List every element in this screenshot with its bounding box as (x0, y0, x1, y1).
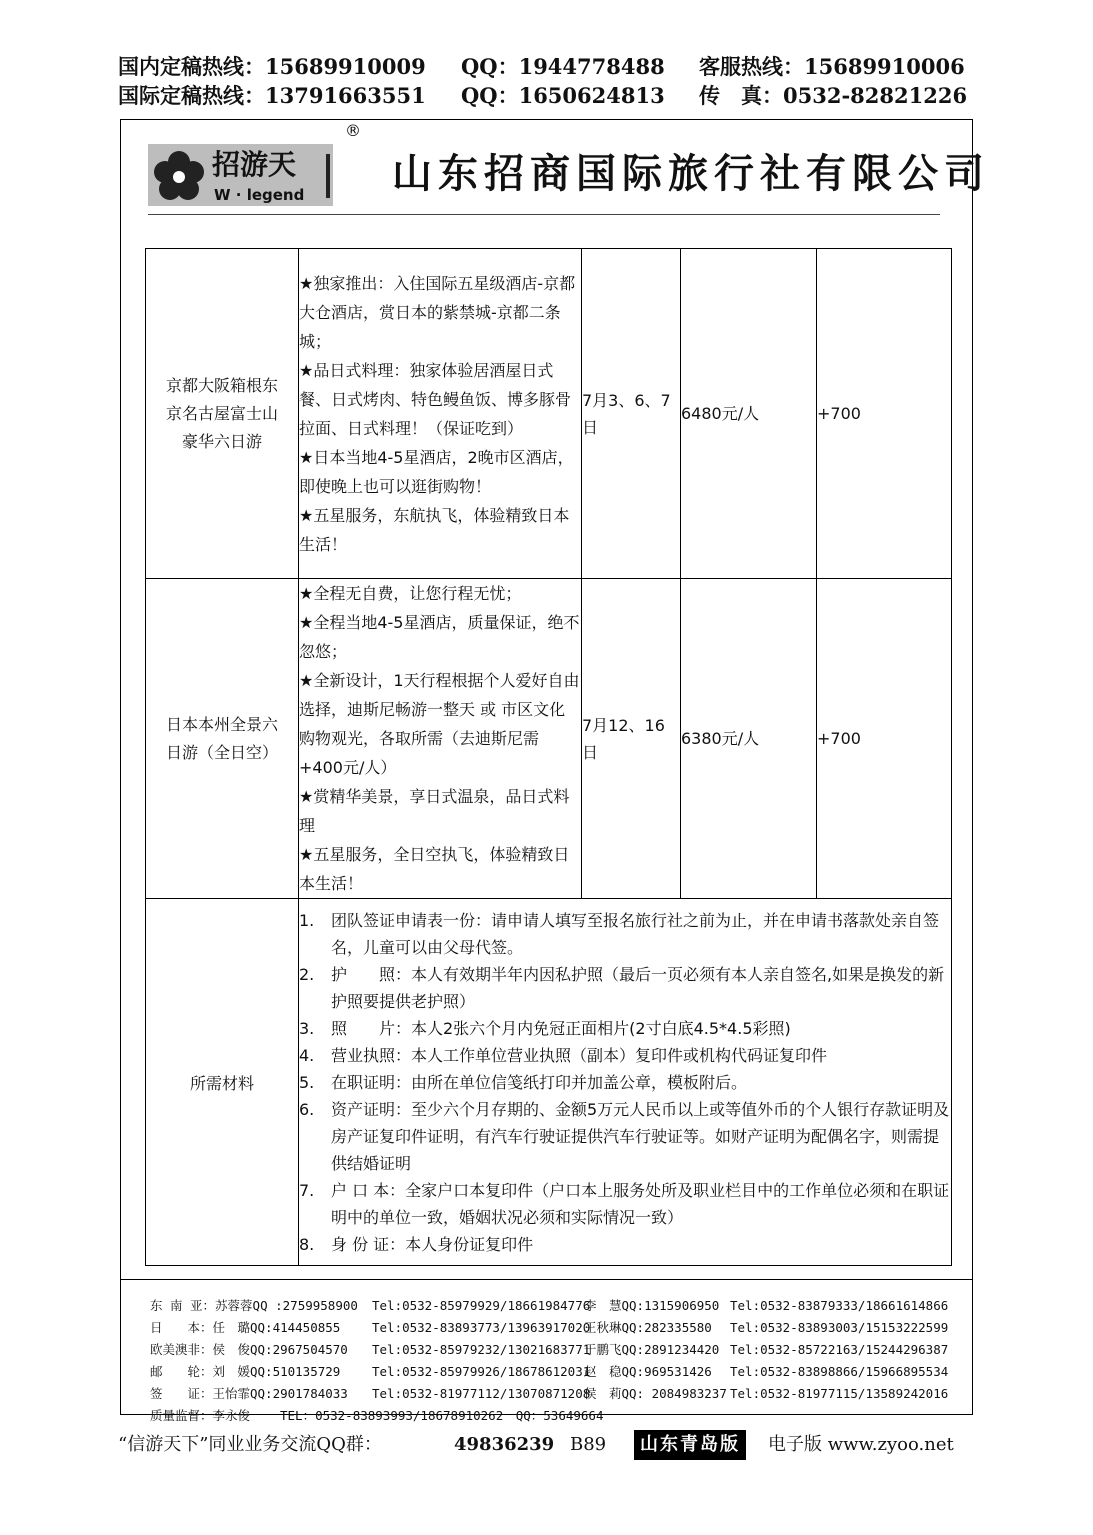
tour-extra-fee: +700 (817, 249, 952, 579)
contact-tel: Tel:0532-81977112/13070871208 (372, 1386, 591, 1401)
highlight-item: ★全程无自费，让您行程无忧； (299, 584, 522, 603)
material-number: 3. (299, 1018, 315, 1038)
intl-qq: QQ：1650624813 (461, 83, 665, 108)
contact-tel-2: Tel:0532-85722163/15244296387 (730, 1342, 949, 1357)
registered-mark: ® (345, 121, 361, 140)
contact-tel: Tel:0532-83893773/13963917020 (372, 1320, 591, 1335)
material-text: 在职证明：由所在单位信笺纸打印并加盖公章，模板附后。 (331, 1072, 748, 1092)
qq-group-number: 49836239 (454, 1434, 555, 1455)
tour-highlights-cell (299, 579, 582, 899)
material-number: 8. (299, 1234, 315, 1254)
intl-hotline: 国际定稿热线：13791663551 (118, 83, 426, 108)
domestic-qq: QQ：1944778488 (461, 54, 665, 79)
tour-table (145, 248, 952, 1266)
contact-tel: Tel:0532-85979232/13021683771 (372, 1342, 591, 1357)
logo-cn-text: 招游天 (212, 148, 297, 181)
service-hotline: 客服热线：15689910006 (699, 54, 965, 79)
material-number: 5. (299, 1072, 315, 1092)
highlight-item: ★日本当地4-5星酒店，2晚市区酒店，即使晚上也可以逛街购物！ (299, 447, 574, 496)
tour-price: 6480元/人 (681, 249, 817, 579)
material-item (299, 1069, 951, 1096)
company-name: 山东招商国际旅行社有限公司 (392, 150, 990, 197)
contact-person: 质量监督：李永俊 (150, 1408, 251, 1423)
contact-person: 签 证：王怡霏QQ:2901784033 (150, 1386, 348, 1401)
material-number: 4. (299, 1045, 315, 1065)
contact-tel: Tel:0532-85979929/18661984776 (372, 1298, 591, 1313)
qq-group-label: “信游天下”同业业务交流QQ群： (118, 1434, 382, 1455)
material-text: 户 口 本：全家户口本复印件（户口本上服务处所及职业栏目中的工作单位必须和在职证明中的单位一致，婚姻状况必须和实际情况一致） (331, 1180, 950, 1227)
material-text: 照 片：本人2张六个月内免冠正面相片(2寸白底4.5*4.5彩照) (331, 1018, 791, 1038)
highlight-item: ★五星服务，全日空执飞，体验精致日本生活！ (299, 845, 570, 893)
route-line: 日游（全日空） (165, 742, 278, 762)
material-number: 7. (299, 1180, 315, 1200)
contact-person: 日 本：任 璐QQ:414450855 (150, 1320, 341, 1335)
material-item (299, 1042, 951, 1069)
flower-logo-icon (148, 138, 338, 212)
highlight-item: ★独家推出：入住国际五星级酒店-京都大仓酒店，赏日本的紫禁城-京都二条城； (299, 273, 576, 351)
contact-tel-2: Tel:0532-83893003/15153222599 (730, 1320, 949, 1335)
page-footer (118, 1430, 978, 1460)
tour-extra-fee: +700 (817, 579, 952, 899)
contact-tel: Tel:0532-85979926/18678612031 (372, 1364, 591, 1379)
material-text: 营业执照：本人工作单位营业执照（副本）复印件或机构代码证复印件 (331, 1045, 828, 1065)
page-number: B89 (570, 1434, 607, 1455)
hotlines-block (118, 52, 978, 110)
contact-person: 欧美澳非：侯 俊QQ:2967504570 (150, 1342, 348, 1357)
contact-person-2: 于鹏飞QQ:2891234420 (584, 1342, 720, 1357)
tour-highlights-cell (299, 249, 582, 579)
material-item (299, 961, 951, 1015)
tour-price: 6380元/人 (681, 579, 817, 899)
contact-person-2: 侯 莉QQ: 2084983237 (584, 1386, 727, 1401)
contact-person-2: 赵 稳QQ:969531426 (584, 1364, 712, 1379)
tour-row (146, 579, 952, 899)
route-line: 日本本州全景六 (165, 714, 278, 734)
material-number: 2. (299, 964, 315, 984)
material-text: 团队签证申请表一份：请申请人填写至报名旅行社之前为止，并在申请书落款处亲自签名，儿童可以由父母代签。 (331, 910, 940, 957)
route-line: 豪华六日游 (181, 431, 262, 451)
route-line: 京名古屋富士山 (165, 403, 278, 423)
hotline-row (118, 52, 978, 81)
tour-row (146, 249, 952, 579)
materials-row (146, 899, 952, 1266)
materials-title: 所需材料 (146, 899, 299, 1266)
website-link[interactable]: 电子版 www.zyoo.net (768, 1434, 954, 1455)
route-line: 京都大阪箱根东 (165, 375, 278, 395)
material-item (299, 1177, 951, 1231)
hotline-row (118, 81, 978, 110)
contact-person: 东 南 亚：苏蓉蓉QQ :2759958900 (150, 1298, 358, 1313)
contacts-divider (120, 1279, 973, 1280)
fax-number: 传 真：0532-82821226 (699, 83, 968, 108)
highlight-item: ★全新设计，1天行程根据个人爱好自由选择，迪斯尼畅游一整天 或 市区文化购物观光，各取所需（去迪斯尼需+400元/人） (299, 671, 580, 777)
contact-tel-2: Tel:0532-83879333/18661614866 (730, 1298, 949, 1313)
highlight-item: ★五星服务，东航执飞，体验精致日本生活！ (299, 505, 570, 554)
material-item (299, 907, 951, 961)
highlight-item: ★全程当地4-5星酒店，质量保证，绝不忽悠； (299, 613, 580, 661)
edition-badge: 山东青岛版 (634, 1430, 746, 1460)
header-divider (148, 214, 940, 215)
contact-tel-2: Tel:0532-83898866/15966895534 (730, 1364, 949, 1379)
tour-dates: 7月12、16日 (582, 579, 681, 899)
logo-en-text: W · legend (214, 186, 305, 204)
highlight-item: ★赏精华美景，享日式温泉，品日式料理 (299, 787, 570, 835)
contact-tel-2: Tel:0532-81977115/13589242016 (730, 1386, 949, 1401)
domestic-hotline: 国内定稿热线：15689910009 (118, 54, 426, 79)
material-text: 身 份 证：本人身份证复印件 (331, 1234, 534, 1254)
highlight-item: ★品日式料理：独家体验居酒屋日式餐、日式烤肉、特色鳗鱼饭、博多豚骨拉面、日式料理！（保证吃到） (299, 360, 572, 438)
tour-dates: 7月3、6、7日 (582, 249, 681, 579)
material-number: 6. (299, 1099, 315, 1119)
contact-person-2: 王秋琳QQ:282335580 (584, 1320, 712, 1335)
material-item (299, 1231, 951, 1258)
tour-route-cell (146, 579, 299, 899)
material-text: 护 照：本人有效期半年内因私护照（最后一页必须有本人亲自签名,如果是换发的新护照要提供老护照） (331, 964, 945, 1011)
contact-person-2: 李 慧QQ:1315906950 (584, 1298, 720, 1313)
contact-tel: TEL：0532-83893993/18678910262 QQ：53649664 (280, 1408, 604, 1423)
material-number: 1. (299, 910, 315, 930)
materials-list (299, 899, 952, 1266)
tour-route-cell (146, 249, 299, 579)
material-item (299, 1015, 951, 1042)
brand-logo (148, 138, 338, 212)
contact-person: 邮 轮：刘 媛QQ:510135729 (150, 1364, 341, 1379)
material-text: 资产证明：至少六个月存期的、金额5万元人民币以上或等值外币的个人银行存款证明及房产证复印件证明，有汽车行驶证提供汽车行驶证等。如财产证明为配偶名字，则需提供结婚证明 (331, 1099, 950, 1173)
material-item (299, 1096, 951, 1177)
